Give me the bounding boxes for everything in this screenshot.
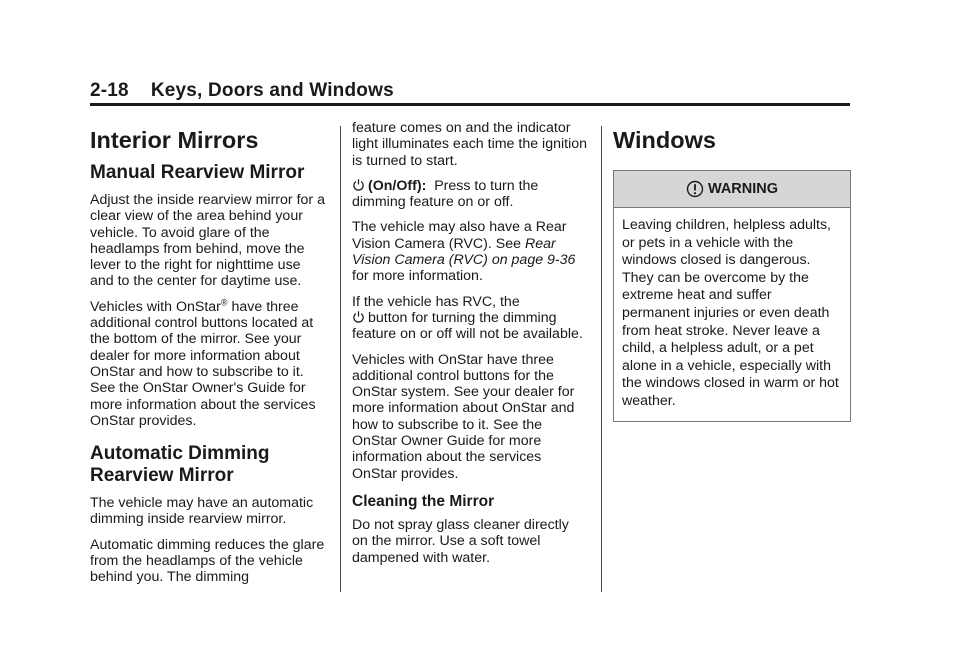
section-title: Windows	[613, 127, 716, 153]
paragraph: Automatic dimming reduces the glare from the headlamps of the vehicle behind you. The dimming	[90, 536, 325, 586]
paragraph	[352, 178, 588, 211]
warning-icon	[686, 180, 704, 198]
warning-header	[614, 171, 850, 208]
section-title: Interior Mirrors	[90, 127, 259, 153]
column-divider	[340, 126, 341, 592]
paragraph	[90, 299, 326, 429]
text-run: The vehicle may also have a Rear Vision Camera (RVC). See	[352, 219, 567, 252]
paragraph: Vehicles with OnStar have three additional control buttons for the OnStar system. See your dealer for more information about OnStar and how to subscribe to it. See the OnStar Owner Guide for more information about the services OnStar provides.	[352, 351, 575, 482]
subsection-heading: Cleaning the Mirror	[352, 492, 495, 510]
power-icon	[352, 310, 365, 324]
warning-box	[613, 170, 851, 422]
warning-label: WARNING	[707, 180, 779, 197]
power-icon	[352, 178, 365, 192]
column-1	[90, 120, 326, 595]
page-header	[90, 80, 394, 102]
paragraph: Do not spray glass cleaner directly on the mirror. Use a soft towel dampened with water.	[352, 516, 569, 566]
chapter-title: Keys, Doors and Windows	[150, 80, 394, 101]
subsection-heading: Automatic Dimming Rearview Mirror	[90, 443, 270, 487]
subsection-heading: Manual Rearview Mirror	[90, 162, 305, 183]
header-rule	[90, 103, 850, 106]
paragraph	[352, 219, 588, 284]
warning-text: Leaving children, helpless adults, or pets in a vehicle with the windows closed is dangerous. They can be overcome by the extreme heat and suffer permanent injuries or even death from heat stroke. Never leave a child, a helpless adult, or a pet alone in a vehicle, especially with the windows closed in warm or hot weather.	[622, 217, 839, 409]
text-run: Press to turn the dimming feature on or off.	[352, 177, 539, 211]
cross-reference-link[interactable]: Rear Vision Camera (RVC) on page 9-36	[352, 235, 576, 269]
column-2	[352, 120, 588, 575]
text-run: for more information.	[352, 268, 483, 285]
text-run: If the vehicle has RVC, the	[352, 293, 520, 310]
column-divider	[601, 126, 602, 592]
paragraph: feature comes on and the indicator light illuminates each time the ignition is turned to start.	[352, 120, 588, 169]
column-3	[613, 120, 851, 422]
paragraph: The vehicle may have an automatic dimming inside rearview mirror.	[90, 495, 314, 528]
text-run: have three additional control buttons located at the bottom of the mirror. See your dealer for more information about OnStar and how to subscribe to it. See the OnStar Owner's Guide for more information about the services OnStar provides.	[90, 298, 316, 429]
paragraph	[352, 294, 588, 343]
registered-mark: ®	[220, 297, 228, 308]
text-run: Vehicles with OnStar	[90, 298, 221, 315]
page-number: 2-18	[90, 80, 129, 101]
control-label: (On/Off):	[368, 177, 427, 194]
paragraph: Adjust the inside rearview mirror for a clear view of the area behind your vehicle. To avoid glare of the headlamps from behind, move the lever to the right for nighttime use and to the center for daytime use.	[90, 192, 325, 290]
text-run: button for turning the dimming feature on or off will not be available.	[352, 309, 583, 343]
